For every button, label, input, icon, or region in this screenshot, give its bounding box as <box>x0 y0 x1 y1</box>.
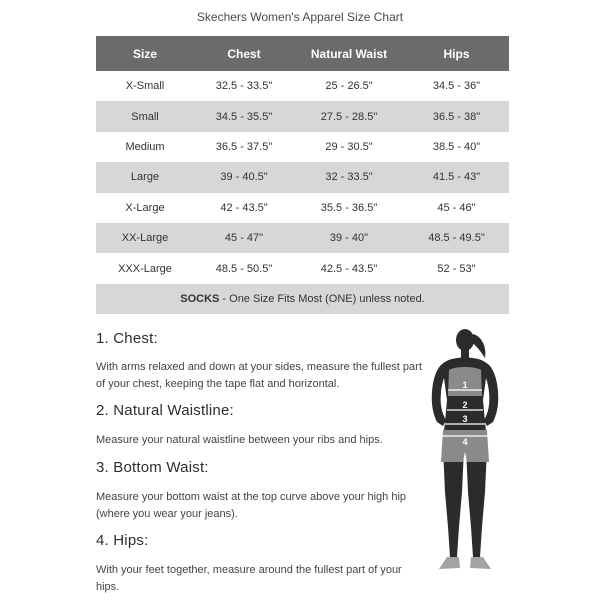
socks-note <box>96 284 509 314</box>
socks-note-row <box>96 284 509 314</box>
column-header-chest: Chest <box>194 36 294 71</box>
size-cell: X-Large <box>125 201 165 214</box>
hips-instructions: With your feet together, measure around the fullest part of your hips. <box>96 564 402 593</box>
waist-cell: 39 - 40" <box>294 223 404 253</box>
hips-guide <box>96 532 426 596</box>
size-chart-table <box>96 36 509 314</box>
waist-cell: 42.5 - 43.5" <box>320 262 378 275</box>
size-cell: X-Small <box>125 80 165 93</box>
page-title: Skechers Women's Apparel Size Chart <box>196 10 404 24</box>
hips-cell: 45 - 46" <box>437 201 476 214</box>
marker-3: 3 <box>462 414 468 424</box>
right-shoe-shape <box>470 557 491 569</box>
chest-instructions: With arms relaxed and down at your sides, measure the fullest part of your chest, keeping the tape flat and horizontal. <box>96 361 422 390</box>
chest-cell: 34.5 - 35.5" <box>194 101 294 131</box>
table-row <box>96 162 509 192</box>
size-cell: Medium <box>125 140 165 153</box>
chest-cell: 32.5 - 33.5" <box>215 80 273 93</box>
hips-heading: 4. Hips: <box>96 532 149 549</box>
waist-cell: 25 - 26.5" <box>325 80 373 93</box>
size-cell: XXX-Large <box>118 262 172 275</box>
waist-cell: 29 - 30.5" <box>325 140 373 153</box>
bottom-waist-guide <box>96 459 426 523</box>
natural-waist-guide <box>96 402 426 449</box>
hips-cell: 52 - 53" <box>437 262 476 275</box>
table-row <box>96 193 509 223</box>
marker-1: 1 <box>462 380 468 390</box>
column-header-natural-waist: Natural Waist <box>294 36 404 71</box>
size-cell: Large <box>96 162 194 192</box>
chest-cell: 48.5 - 50.5" <box>215 262 273 275</box>
chest-guide <box>96 330 426 393</box>
size-cell: XX-Large <box>96 223 194 253</box>
natural-waist-instructions: Measure your natural waistline between your ribs and hips. <box>96 434 383 446</box>
head-shape <box>456 329 474 351</box>
socks-note-text: - One Size Fits Most (ONE) unless noted. <box>219 292 425 305</box>
bottom-waist-heading: 3. Bottom Waist: <box>96 459 209 476</box>
waist-cell: 35.5 - 36.5" <box>320 201 378 214</box>
table-row <box>96 71 509 101</box>
hips-cell: 48.5 - 49.5" <box>404 223 509 253</box>
chest-cell: 39 - 40.5" <box>194 162 294 192</box>
socks-note-label: SOCKS <box>180 292 220 305</box>
hips-cell: 36.5 - 38" <box>404 101 509 131</box>
marker-2: 2 <box>462 400 468 410</box>
chest-cell: 42 - 43.5" <box>220 201 268 214</box>
table-row <box>96 253 509 283</box>
bottom-waist-instructions: Measure your bottom waist at the top curve above your high hip (where you wear your jeans). <box>96 491 407 520</box>
right-leg-shape <box>466 448 487 557</box>
table-header-row <box>96 36 509 71</box>
column-header-size: Size <box>96 36 194 71</box>
hips-cell: 38.5 - 40" <box>432 140 481 153</box>
natural-waist-heading: 2. Natural Waistline: <box>96 402 234 419</box>
chest-heading: 1. Chest: <box>96 330 158 347</box>
table-row <box>96 223 509 253</box>
hips-cell: 41.5 - 43" <box>404 162 509 192</box>
hips-cell: 34.5 - 36" <box>432 80 481 93</box>
table-row <box>96 101 509 131</box>
waist-cell: 32 - 33.5" <box>294 162 404 192</box>
left-leg-shape <box>443 448 464 557</box>
size-cell: Small <box>96 101 194 131</box>
left-shoe-shape <box>439 557 460 569</box>
measurement-figure <box>415 322 515 577</box>
column-header-hips: Hips <box>404 36 509 71</box>
table-row <box>96 132 509 162</box>
neck-shape <box>461 349 469 358</box>
woman-silhouette-illustration <box>415 322 515 577</box>
chest-cell: 45 - 47" <box>194 223 294 253</box>
chest-cell: 36.5 - 37.5" <box>215 140 273 153</box>
waist-cell: 27.5 - 28.5" <box>294 101 404 131</box>
marker-4: 4 <box>462 437 468 447</box>
